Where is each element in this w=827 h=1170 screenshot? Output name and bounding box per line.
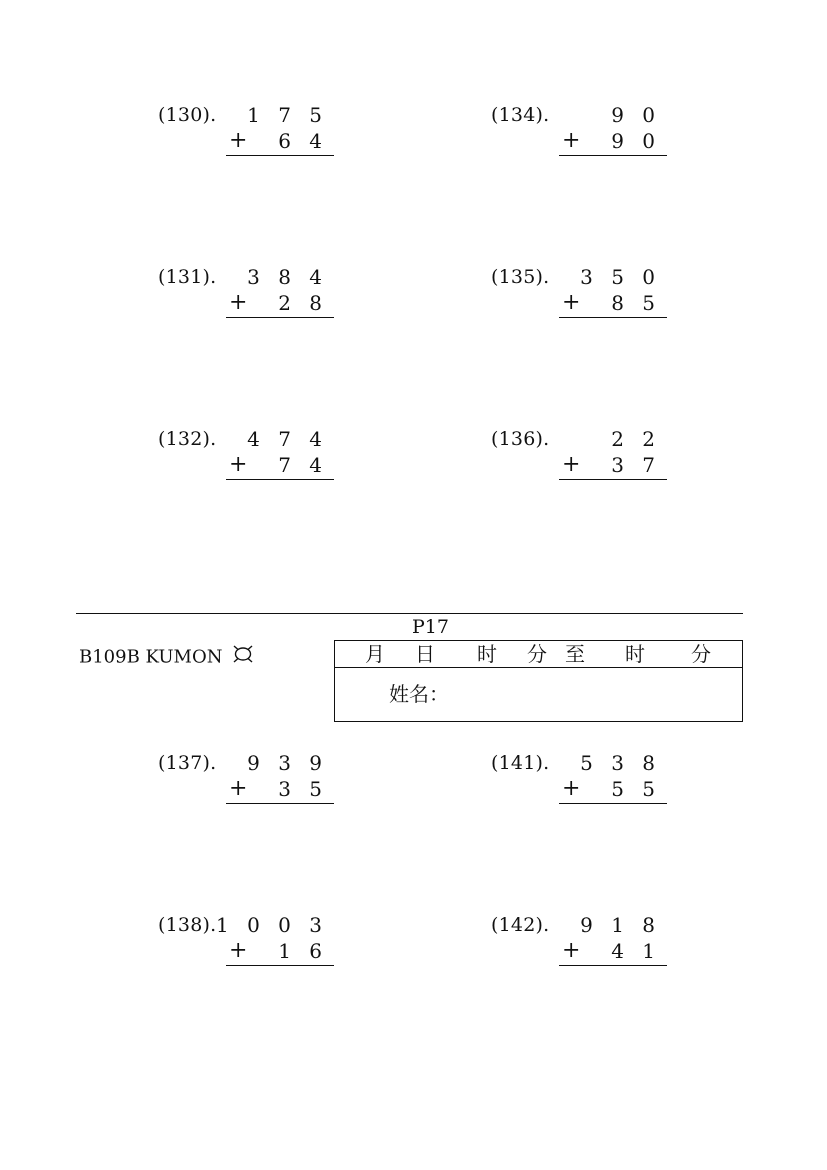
addend-bottom: 6 4 (278, 129, 328, 153)
day-label: 日 (415, 642, 435, 666)
addend-top: 9 3 9 (247, 751, 328, 775)
addend-top: 9 0 (611, 103, 661, 127)
addend-top: 2 2 (611, 427, 661, 451)
plus-sign: + (229, 128, 248, 153)
addend-bottom: 7 4 (278, 453, 328, 477)
hour-label-2: 时 (625, 642, 645, 666)
plus-sign: + (562, 938, 581, 963)
problem-label: (131). (158, 266, 217, 288)
hour-label: 时 (477, 642, 497, 666)
addend-top: 3 5 0 (580, 265, 661, 289)
answer-line (226, 479, 334, 480)
answer-line (226, 803, 334, 804)
plus-sign: + (229, 452, 248, 477)
problem-label: (132). (158, 428, 217, 450)
addend-top: 1 0 0 3 (216, 913, 328, 937)
addend-top: 5 3 8 (580, 751, 661, 775)
answer-line (559, 965, 667, 966)
minute-label: 分 (527, 642, 547, 666)
addend-top: 3 8 4 (247, 265, 328, 289)
problem-138 (158, 912, 358, 974)
to-label: 至 (565, 642, 585, 666)
problem-label: (142). (491, 914, 550, 936)
problem-label: (135). (491, 266, 550, 288)
problem-label: (134). (491, 104, 550, 126)
problem-135 (491, 264, 691, 326)
problem-132 (158, 426, 358, 488)
addend-bottom: 2 8 (278, 291, 328, 315)
problem-141 (491, 750, 691, 812)
plus-sign: + (562, 128, 581, 153)
problem-134 (491, 102, 691, 164)
problem-label: (136). (491, 428, 550, 450)
addend-bottom: 1 6 (278, 939, 328, 963)
answer-line (559, 155, 667, 156)
addend-bottom: 4 1 (611, 939, 661, 963)
month-label: 月 (365, 642, 385, 666)
addend-top: 1 7 5 (247, 103, 328, 127)
answer-line (226, 965, 334, 966)
plus-sign: + (562, 452, 581, 477)
problem-130 (158, 102, 358, 164)
addend-bottom: 5 5 (611, 777, 661, 801)
name-field: 姓名： (389, 682, 449, 706)
page-number: P17 (412, 616, 449, 638)
answer-line (559, 803, 667, 804)
problem-137 (158, 750, 358, 812)
time-row (335, 641, 742, 668)
addend-bottom: 8 5 (611, 291, 661, 315)
problem-136 (491, 426, 691, 488)
info-box (334, 640, 743, 722)
plus-sign: + (229, 776, 248, 801)
series-text: B109B KUMON (79, 646, 223, 668)
problem-label: (138). (158, 914, 217, 936)
answer-line (226, 155, 334, 156)
problem-131 (158, 264, 358, 326)
series-code (79, 644, 254, 671)
problem-142 (491, 912, 691, 974)
page-divider (76, 613, 743, 614)
problem-label: (141). (491, 752, 550, 774)
plus-sign: + (229, 938, 248, 963)
plus-sign: + (562, 290, 581, 315)
addend-top: 4 7 4 (247, 427, 328, 451)
addend-bottom: 9 0 (611, 129, 661, 153)
minute-label-2: 分 (691, 642, 711, 666)
answer-line (559, 479, 667, 480)
addend-bottom: 3 5 (278, 777, 328, 801)
problem-label: (137). (158, 752, 217, 774)
answer-line (559, 317, 667, 318)
plus-sign: + (562, 776, 581, 801)
plus-sign: + (229, 290, 248, 315)
addend-top: 9 1 8 (580, 913, 661, 937)
problem-label: (130). (158, 104, 217, 126)
answer-line (226, 317, 334, 318)
kumon-logo-icon (232, 644, 254, 671)
addend-bottom: 3 7 (611, 453, 661, 477)
